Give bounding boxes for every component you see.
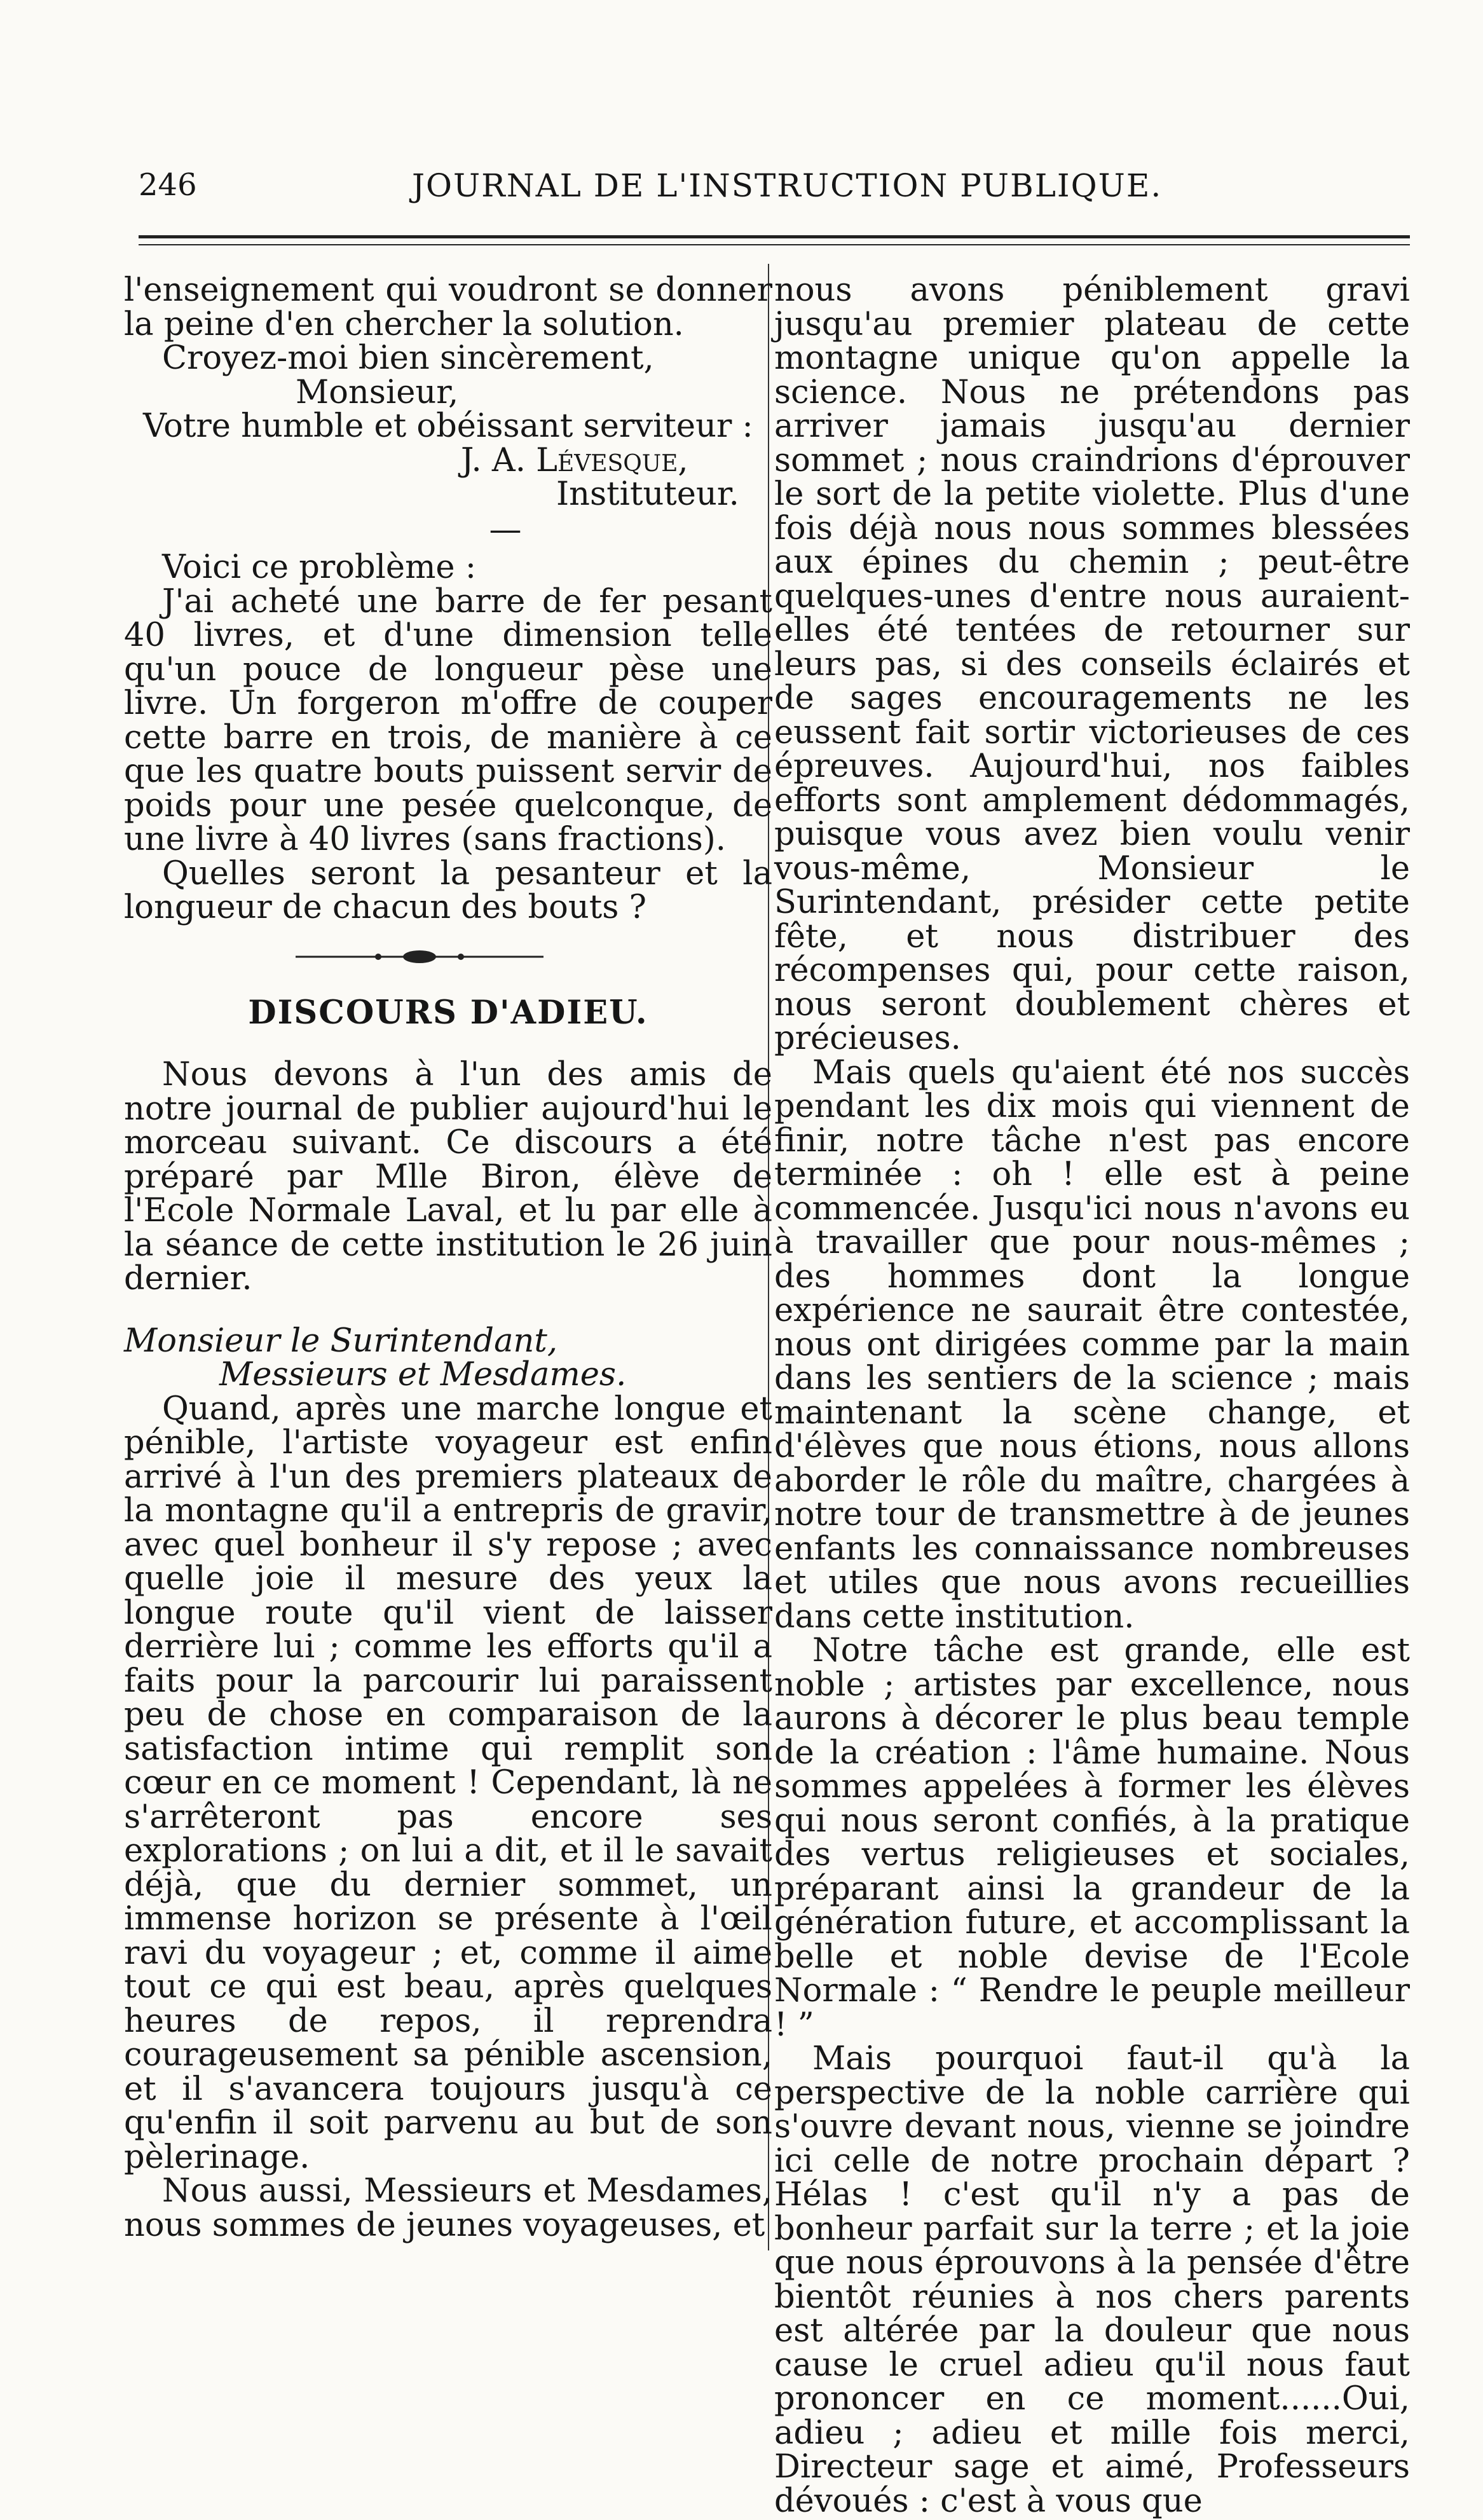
- left-column: [124, 273, 772, 2242]
- running-title: JOURNAL DE L'INSTRUCTION PUBLIQUE.: [412, 167, 1163, 204]
- signature-title: Instituteur.: [556, 476, 739, 513]
- right-column: [774, 273, 1410, 2518]
- letter-closing: Croyez-moi bien sincèrement,: [162, 339, 654, 377]
- discourse-intro: Nous devons à l'un des amis de notre journal de publier aujourd'hui le morceau suivant. Ce discours a été préparé par Mlle Biron, élève de l'Ecole Normale Laval, et lu par elle à la séance de cette institution le 26 juin dernier.: [124, 1056, 772, 1298]
- signature-name: J. A. Lévesque,: [461, 441, 688, 479]
- spacer: [124, 1296, 772, 1324]
- discourse-paragraph-nous: Nous aussi, Messieurs et Mesdames, nous sommes de jeunes voyageuses, et: [124, 2172, 772, 2244]
- page-header: [139, 162, 1407, 213]
- problem-question: Quelles seront la pesanteur et la longueur de chacun des bouts ?: [124, 854, 772, 926]
- problem-intro: Voici ce problème :: [162, 549, 477, 586]
- salutation-surintendant: Monsieur le Surintendant,: [124, 1322, 558, 1360]
- section-dash: —: [489, 510, 522, 549]
- discourse-paragraph-quand: Quand, après une marche longue et pénible, l'artiste voyageur est enfin arrivé à l'un des premiers plateaux de la montagne qu'il a entrepris de gravir, avec quel bonheur il s'y repose ; avec quelle joie il mesure des yeux la longue route qu'il vient de laisser derrière lui ; comme les efforts qu'il a faits pour la parcourir lui paraissent peu de chose en comparaison de la satisfaction intime qui remplit son cœur en ce moment ! Cependant, là ne s'arrêteront pas encore ses explorations ; on lui a dit, et il le savait déjà, que du dernier sommet, un immense horizon se présente à l'œil ravi du voyageur ; et, comme il aime tout ce qui est beau, après quelques heures de repos, il reprendra courageusement sa pénible ascension, et il s'avancera toujours jusqu'à ce qu'enfin il soit parvenu au but de son pèlerinage.: [124, 1390, 772, 2176]
- letter-closing-servant: Votre humble et obéissant serviteur :: [143, 407, 753, 445]
- problem-paragraph: J'ai acheté une barre de fer pesant 40 livres, et d'une dimension telle qu'un pouce de longueur pèse une livre. Un forgeron m'offre de couper cette barre en trois, de manière à ce que les quatre bouts puissent servir de poids pour une pesée quelconque, de une livre à 40 livres (sans fractions).: [124, 582, 772, 858]
- discourse-paragraph-pourquoi: Mais pourquoi faut-il qu'à la perspective de la noble carrière qui s'ouvre devant nous, vienne se joindre ici celle de notre prochain départ ? Hélas ! c'est qu'il n'y a pas de bonheur parfait sur la terre ; et la joie que nous éprouvons à la pensée d'être bientôt réunies à nos chers parents est altérée par la douleur que nous cause le cruel adieu qu'il nous faut prononcer en ce moment......Oui, adieu ; adieu et mille fois merci, Directeur sage et aimé, Professeurs dévoués : c'est à vous que: [774, 2040, 1410, 2520]
- salutation-audience: Messieurs et Mesdames.: [219, 1356, 627, 1394]
- header-rule-thin: [139, 244, 1410, 245]
- discourse-paragraph-mais: Mais quels qu'aient été nos succès pendant les dix mois qui viennent de finir, notre tâche n'est pas encore terminée : oh ! elle est à peine commencée. Jusqu'ici nous n'avons eu à travailler que pour nous-mêmes ; des hommes dont la longue expérience ne saurait être contestée, nous ont dirigées comme par la main dans les sentiers de la science ; mais maintenant la scène change, et d'élèves que nous étions, nous allons aborder le rôle du maître, chargées à notre tour de transmettre à de jeunes enfants les connaissance nombreuses et utiles que nous avons recueillies dans cette institution.: [774, 1053, 1410, 1636]
- header-rule-thick: [139, 235, 1410, 238]
- letter-closing-address: Monsieur,: [296, 373, 459, 411]
- letter-ending-paragraph: l'enseignement qui voudront se donner la peine d'en chercher la solution.: [124, 271, 772, 343]
- discourse-paragraph-notre: Notre tâche est grande, elle est noble ; artistes par excellence, nous aurons à décorer le plus beau temple de la création : l'âme humaine. Nous sommes appelées à former les élèves qui nous seront confiés, à la pratique des vertus religieuses et sociales, préparant ainsi la grandeur de la génération future, et accomplissant la belle et noble devise de l'Ecole Normale : “ Rendre le peuple meilleur ! ”: [774, 1632, 1410, 2044]
- page-number: 246: [139, 167, 197, 203]
- ornament-divider: [124, 925, 772, 989]
- discourse-paragraph-continued: nous avons péniblement gravi jusqu'au premier plateau de cette montagne unique qu'on appelle la science. Nous ne prétendons pas arriver jamais jusqu'au dernier sommet ; nous craindrions d'éprouver le sort de la petite violette. Plus d'une fois déjà nous nous sommes blessées aux épines du chemin ; peut-être quelques-unes d'entre nous auraient-elles été tentées de retourner sur leurs pas, si des conseils éclairés et de sages encouragements ne les eussent fait sortir victorieuses de ces épreuves. Aujourd'hui, nos faibles efforts sont amplement dédommagés, puisque vous avez bien voulu venir vous-même, Monsieur le Surintendant, présider cette petite fête, et nous distribuer des récompenses qui, pour cette raison, nous seront doublement chères et précieuses.: [774, 271, 1410, 1057]
- section-heading: DISCOURS D'ADIEU.: [248, 993, 648, 1032]
